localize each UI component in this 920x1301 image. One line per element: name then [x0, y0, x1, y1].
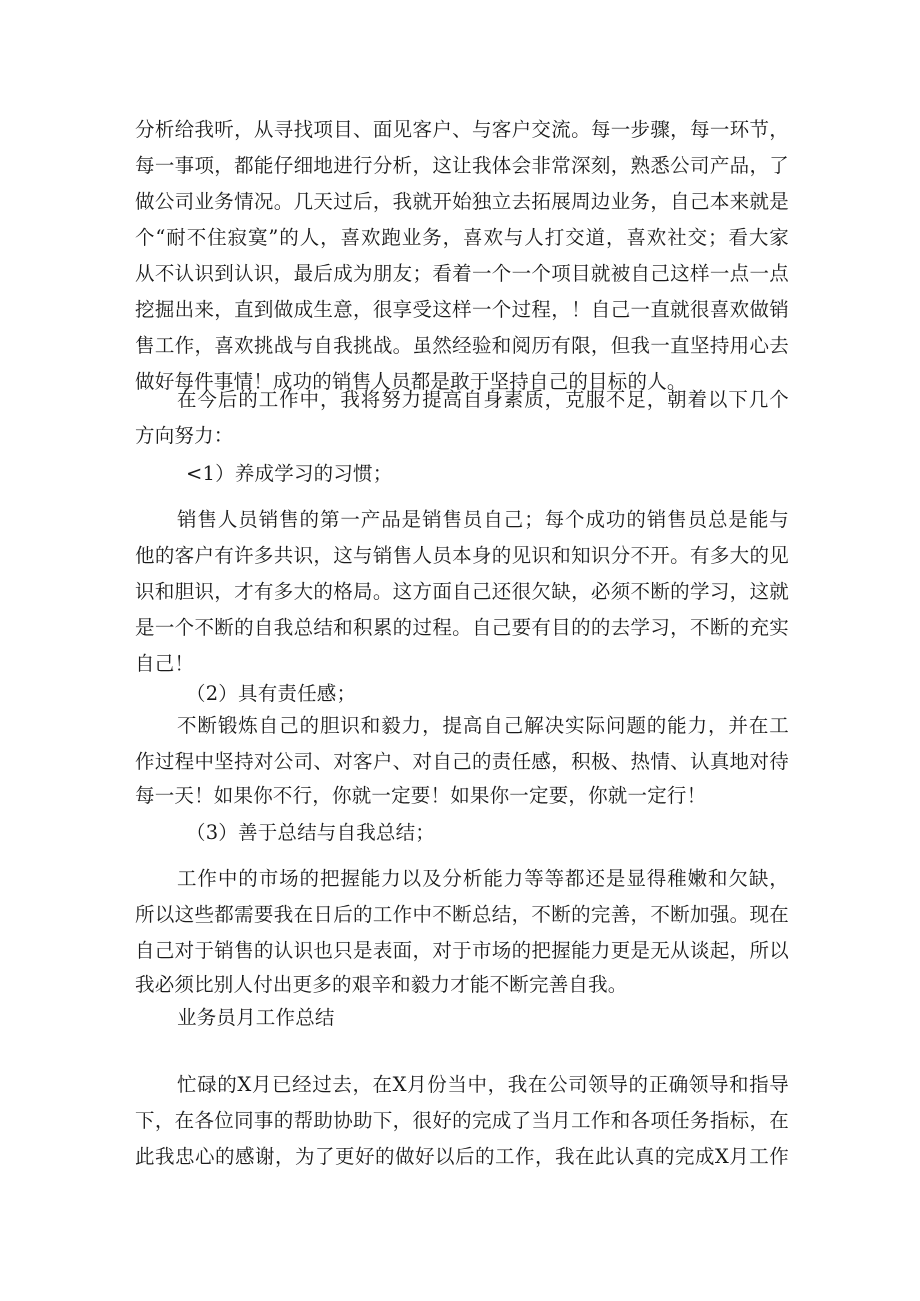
paragraph-line: 分析给我听，从寻找项目、面见客户、与客户交流。每一步骤，每一环节， — [135, 118, 789, 141]
paragraph-line: 忙碌的X月已经过去，在X月份当中，我在公司领导的正确领导和指导 — [177, 1073, 789, 1096]
paragraph-line: 识和胆识，才有多大的格局。这方面自己还很欠缺，必须不断的学习，这就 — [135, 580, 789, 603]
paragraph-line: 不断锻炼自己的胆识和毅力，提高自己解决实际问题的能力，并在工 — [177, 714, 789, 737]
paragraph-line: 每一天！如果你不行，你就一定要！如果你一定要，你就一定行！ — [135, 784, 707, 807]
paragraph-line: 下，在各位同事的帮助协助下，很好的完成了当月工作和各项任务指标，在 — [135, 1109, 789, 1132]
paragraph-line: 我必须比别人付出更多的艰辛和毅力才能不断完善自我。 — [135, 973, 628, 996]
paragraph-line: 售工作，喜欢挑战与自我挑战。虽然经验和阅历有限，但我一直坚持用心去 — [135, 334, 789, 357]
paragraph-line: 方向努力： — [135, 424, 234, 447]
paragraph-line: 所以这些都需要我在日后的工作中不断总结，不断的完善，不断加强。现在 — [135, 903, 789, 926]
paragraph-line: 作过程中坚持对公司、对客户、对自己的责任感，积极、热情、认真地对待 — [135, 750, 789, 773]
paragraph-line: 自己！ — [135, 652, 195, 675]
paragraph-line: 每一事项，都能仔细地进行分析，这让我体会非常深刻，熟悉公司产品，了 — [135, 154, 789, 177]
paragraph-line: 个“耐不住寂寞”的人，喜欢跑业务，喜欢与人打交道，喜欢社交；看大家 — [135, 226, 789, 249]
paragraph-line: 做好每件事情！成功的销售人员都是敢于坚持自己的目标的人。 — [135, 370, 687, 393]
paragraph-line: 此我忠心的感谢，为了更好的做好以后的工作，我在此认真的完成X月工作 — [135, 1145, 789, 1168]
paragraph-line: 他的客户有许多共识，这与销售人员本身的见识和知识分不开。有多大的见 — [135, 544, 789, 567]
list-heading-1: <1）养成学习的习惯； — [186, 462, 393, 485]
paragraph-line: 从不认识到认识，最后成为朋友；看着一个一个项目就被自己这样一点一点 — [135, 262, 789, 285]
paragraph-line: 是一个不断的自我总结和积累的过程。自己要有目的的去学习，不断的充实 — [135, 616, 789, 639]
paragraph-line: 挖掘出来，直到做成生意，很享受这样一个过程，！自己一直就很喜欢做销 — [135, 298, 789, 321]
paragraph-line: 在今后的工作中，我将努力提高自身素质，克服不足，朝着以下几个 — [177, 388, 789, 411]
paragraph-line: 做公司业务情况。几天过后，我就开始独立去拓展周边业务，自己本来就是 — [135, 190, 789, 213]
paragraph-line: 自己对于销售的认识也只是表面，对于市场的把握能力更是无从谈起，所以 — [135, 939, 789, 962]
list-heading-3: （3）善于总结与自我总结； — [186, 821, 436, 844]
section-title: 业务员月工作总结 — [177, 1006, 335, 1029]
paragraph-line: 销售人员销售的第一产品是销售员自己；每个成功的销售员总是能与 — [177, 508, 789, 531]
paragraph-line: 工作中的市场的把握能力以及分析能力等等都还是显得稚嫩和欠缺， — [177, 867, 789, 890]
list-heading-2: （2）具有责任感； — [186, 682, 357, 705]
